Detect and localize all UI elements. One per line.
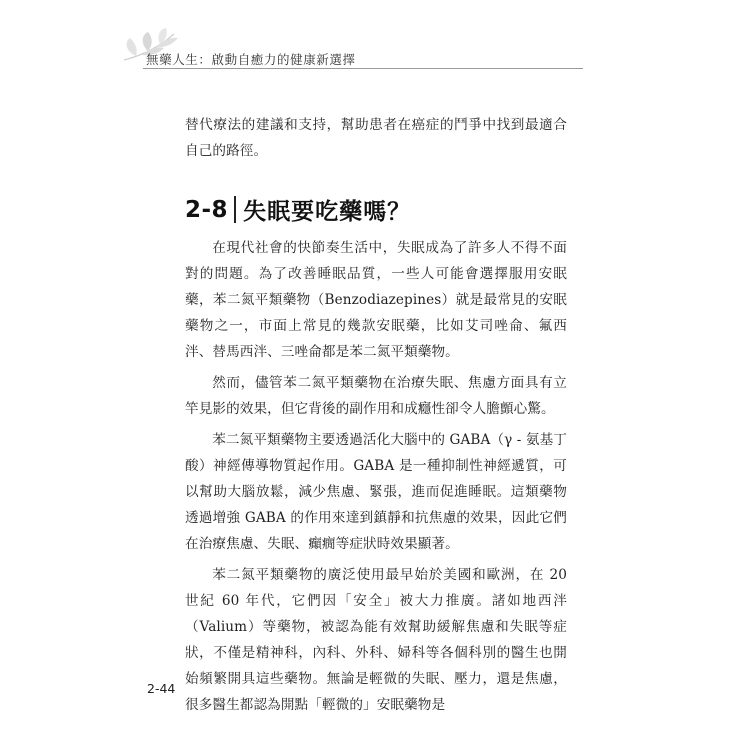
body-paragraph-1: 在現代社會的快節奏生活中，失眠成為了許多人不得不面對的問題。為了改善睡眠品質，一些人可能會選擇服用安眠藥，苯二氮平類藥物（Benzodiazepines）就是最常見的安眠藥物之一，市面上常見的幾款安眠藥，比如艾司唑侖、氟西泮、替馬西泮、三唑侖都是苯二氮平類藥物。 bbox=[185, 240, 567, 360]
intro-text bbox=[185, 112, 567, 164]
body-paragraph-3: 苯二氮平類藥物主要透過活化大腦中的 GABA（γ - 氨基丁酸）神經傳導物質起作用。GABA 是一種抑制性神經遞質，可以幫助大腦放鬆，減少焦慮、緊張，進而促進睡眠。這類藥物透過增強 GABA 的作用來達到鎮靜和抗焦慮的效果，因此它們在治療焦慮、失眠、癲癇等症狀時效果顯著。 bbox=[185, 432, 567, 552]
page-number: 2-44 bbox=[147, 681, 176, 696]
header-rule bbox=[143, 68, 583, 69]
body-paragraph-2: 然而，儘管苯二氮平類藥物在治療失眠、焦慮方面具有立竿見影的效果，但它背後的副作用和成癮性卻令人膽顫心驚。 bbox=[185, 375, 567, 417]
section-divider bbox=[234, 196, 236, 223]
section-heading bbox=[185, 193, 411, 226]
section-body bbox=[185, 235, 567, 718]
intro-paragraph: 替代療法的建議和支持，幫助患者在癌症的鬥爭中找到最適合自己的路徑。 bbox=[185, 117, 567, 159]
section-number: 2-8 bbox=[185, 196, 229, 223]
running-header-title: 無藥人生：啟動自癒力的健康新選擇 bbox=[146, 52, 356, 67]
section-title: 失眠要吃藥嗎？ bbox=[243, 199, 412, 225]
body-paragraph-4: 苯二氮平類藥物的廣泛使用最早始於美國和歐洲，在 20 世紀 60 年代，它們因「安全」被大力推廣。諸如地西泮（Valium）等藥物，被認為能有效幫助緩解焦慮和失眠等症狀，不僅是精神科，內科、外科、婦科等各個科別的醫生也開始頻繁開具這些藥物。無論是輕微的失眠、壓力，還是焦慮，很多醫生都認為開點「輕微的」安眠藥物是 bbox=[185, 567, 567, 713]
